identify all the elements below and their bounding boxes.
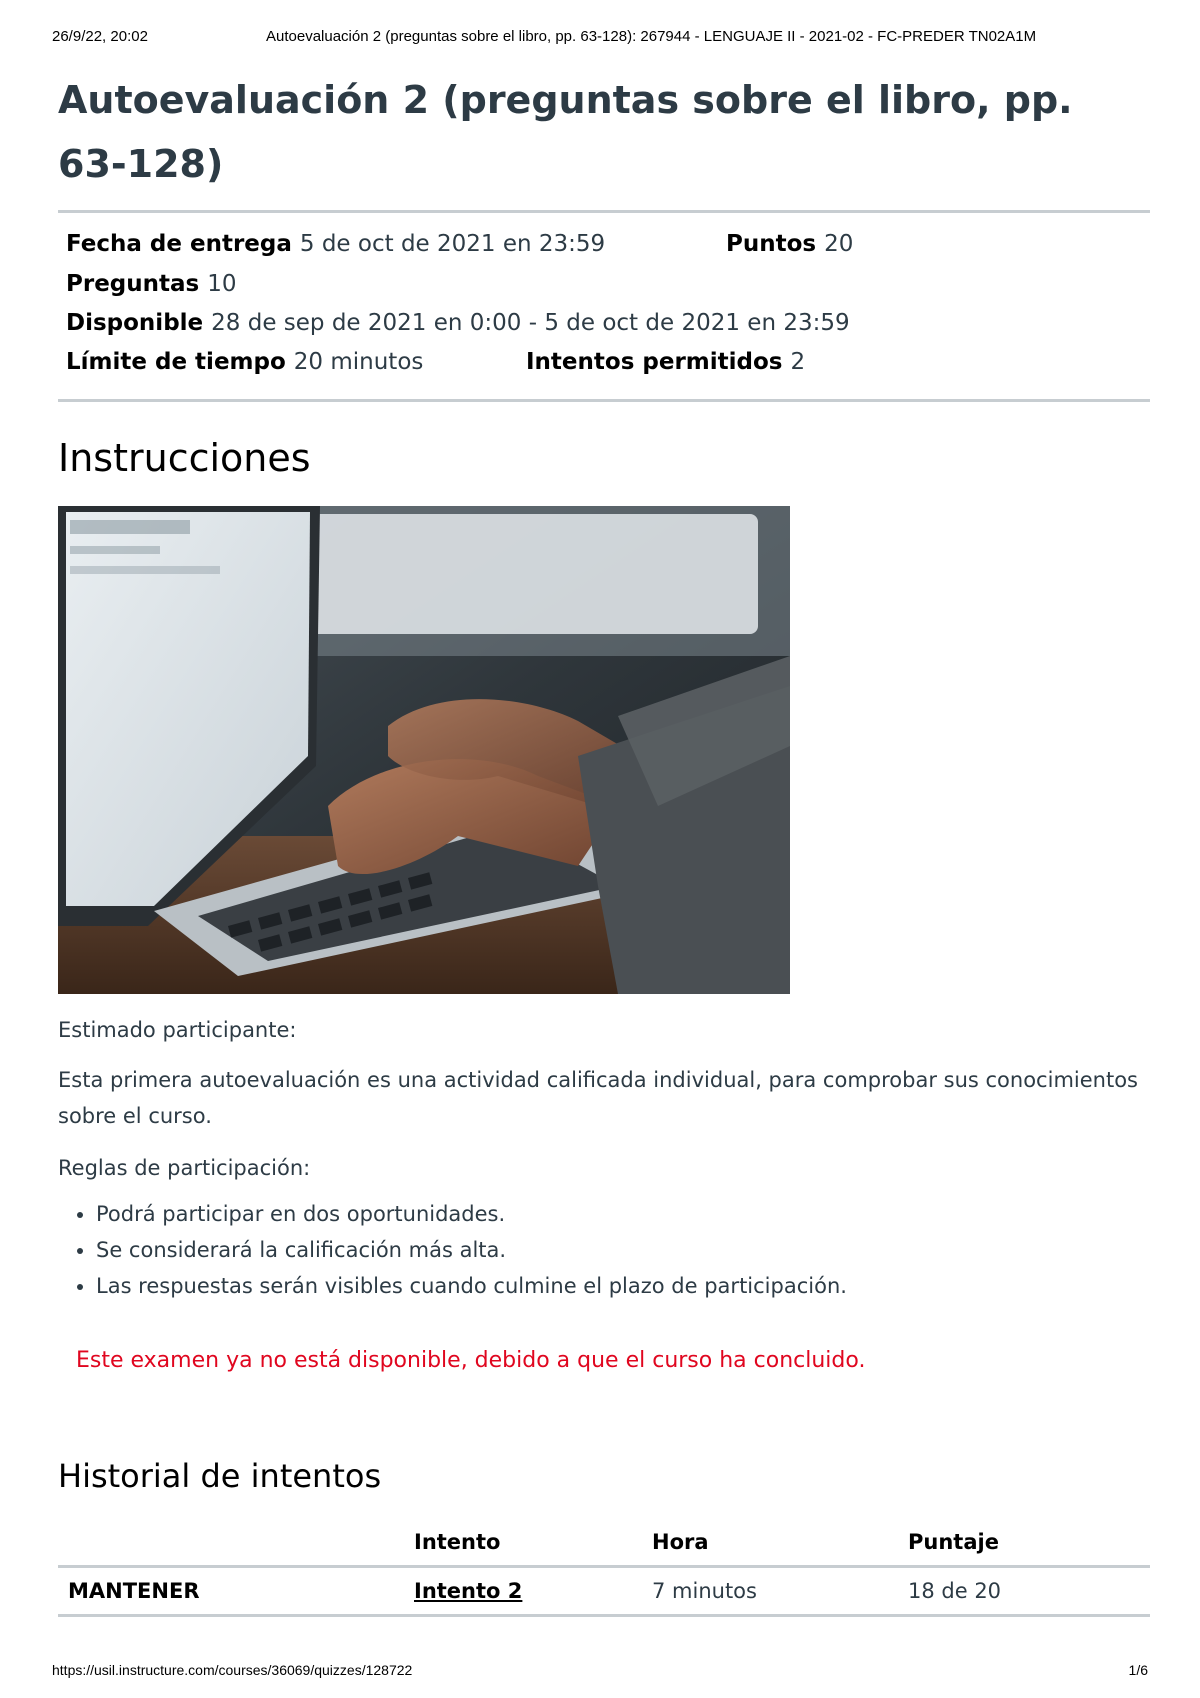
due-date-value: 5 de oct de 2021 en 23:59 [299, 231, 606, 257]
list-item: • Podrá participar en dos oportunidades. [96, 1196, 1150, 1232]
main-content [58, 68, 1150, 1617]
page-number: 1/6 [1128, 1662, 1148, 1678]
attempt-score: 18 de 20 [898, 1567, 1150, 1616]
due-date-label: Fecha de entrega [66, 231, 292, 257]
questions-value: 10 [207, 271, 237, 297]
column-header-score: Puntaje [898, 1519, 1150, 1567]
history-heading: Historial de intentos [58, 1457, 382, 1495]
attempts-allowed-row [526, 349, 805, 375]
keep-label: MANTENER [58, 1567, 404, 1616]
print-url: https://usil.instructure.com/courses/36069/quizzes/128722 [52, 1662, 413, 1678]
column-header [58, 1519, 404, 1567]
attempts-allowed-value: 2 [790, 349, 806, 375]
list-item: • Las respuestas serán visibles cuando culmine el plazo de participación. [96, 1268, 1150, 1304]
column-header-attempt: Intento [404, 1519, 642, 1567]
attempt-history-table [58, 1519, 1150, 1617]
table-row [58, 1567, 1150, 1616]
due-date-row [66, 231, 605, 257]
available-value: 28 de sep de 2021 en 0:00 - 5 de oct de 2021 en 23:59 [211, 310, 850, 336]
questions-label: Preguntas [66, 271, 200, 297]
table-header-row [58, 1519, 1150, 1567]
rules-list [58, 1196, 1150, 1304]
list-item: • Se considerará la calificación más alta. [96, 1232, 1150, 1268]
quiz-title: Autoevaluación 2 (preguntas sobre el libro, pp. 63-128) [58, 78, 1073, 186]
questions-row [66, 271, 237, 297]
print-datetime: 26/9/22, 20:02 [52, 28, 148, 45]
quiz-details [58, 213, 1150, 399]
attempt-link[interactable]: Intento 2 [414, 1579, 523, 1603]
unavailable-notice: Este examen ya no está disponible, debido a que el curso ha concluido. [76, 1348, 866, 1373]
divider [58, 399, 1150, 402]
intro-text: Esta primera autoevaluación es una actividad calificada individual, para comprobar sus conocimientos sobre el curso. [58, 1068, 1138, 1128]
points-value: 20 [824, 231, 854, 257]
print-document-title: Autoevaluación 2 (preguntas sobre el libro, pp. 63-128): 267944 - LENGUAJE II - 2021-02 - FC-PREDER TN02A1M [266, 28, 1037, 45]
available-label: Disponible [66, 310, 204, 336]
laptop-typing-photo [58, 506, 790, 994]
instructions-heading: Instrucciones [58, 436, 311, 480]
column-header-time: Hora [642, 1519, 898, 1567]
greeting-text: Estimado participante: [58, 1018, 297, 1042]
attempts-allowed-label: Intentos permitidos [526, 349, 783, 375]
points-row [726, 231, 853, 257]
available-row [66, 310, 850, 336]
points-label: Puntos [726, 231, 817, 257]
time-limit-row [66, 349, 423, 375]
time-limit-label: Límite de tiempo [66, 349, 286, 375]
time-limit-value: 20 minutos [293, 349, 424, 375]
attempt-time: 7 minutos [642, 1567, 898, 1616]
rules-heading: Reglas de participación: [58, 1156, 311, 1180]
